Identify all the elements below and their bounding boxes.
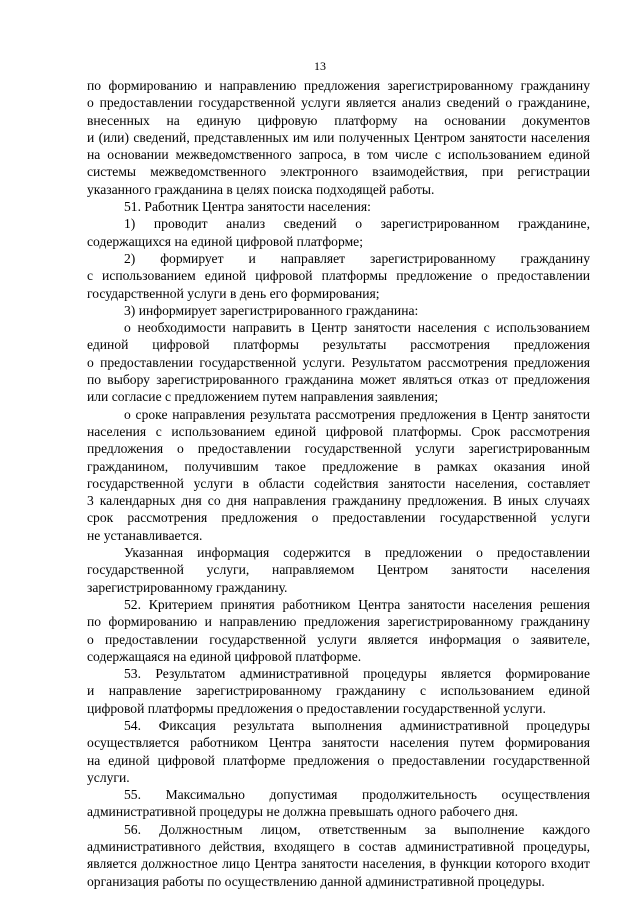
text-line: с использованием единой цифровой платформы предложение о предоставлении [87, 268, 590, 284]
text-line: содержащихся на единой цифровой платформе; [87, 233, 363, 249]
text-line: 3 календарных дня со дня направления гражданину предложения. В иных случаях [87, 493, 590, 509]
text-line: Указанная информация содержится в предложении о предоставлении [124, 545, 590, 561]
text-line: о предоставлении государственной услуги является информация о заявителе, [87, 631, 590, 647]
text-line: 56. Должностным лицом, ответственным за выполнение каждого [124, 821, 590, 837]
text-line: 52. Критерием принятия работником Центра занятости населения решения [124, 596, 590, 612]
text-line: государственной услуги, направляемом Центром занятости населения [87, 562, 590, 578]
text-line: 3) информирует зарегистрированного гражданина: [124, 302, 419, 318]
text-line: государственной услуги в области содействия занятости населения, составляет [87, 475, 590, 491]
text-line: организация работы по осуществлению данной административной процедуры. [87, 873, 545, 889]
text-line: о предоставлении государственной услуги является анализ сведений о гражданине, [87, 95, 590, 111]
page-number: 13 [314, 59, 326, 73]
text-line: 55. Максимально допустимая продолжительность осуществления [124, 787, 590, 803]
text-line: является должностное лицо Центра занятости населения, в функции которого входит [87, 856, 590, 872]
text-line: предложения о предоставлении государственной услуги зарегистрированным [87, 441, 590, 457]
text-line: на основании межведомственного запроса, в том числе с использованием единой [87, 147, 590, 163]
text-line: населения с использованием единой цифровой платформы. Срок рассмотрения [87, 423, 590, 439]
text-line: гражданином, получившим такое предложение в рамках оказания иной [87, 458, 590, 474]
text-line: не устанавливается. [87, 527, 203, 543]
text-line: административного действия, входящего в состав административной процедуры, [87, 839, 590, 855]
text-line: цифровой платформы предложения о предоставлении государственной услуги. [87, 700, 546, 716]
text-line: 54. Фиксация результата выполнения административной процедуры [124, 717, 590, 733]
text-line: единой цифровой платформы результаты рассмотрения предложения [87, 337, 590, 353]
text-line: административной процедуры не должна превышать одного рабочего дня. [87, 804, 519, 820]
text-line: системы межведомственного электронного взаимодействия, при регистрации [87, 164, 590, 180]
text-line: 53. Результатом административной процедуры является формирование [124, 666, 590, 682]
text-line: о необходимости направить в Центр занятости населения с использованием [124, 320, 590, 336]
text-line: срок рассмотрения предложения о предоставлении государственной услуги [87, 510, 590, 526]
text-line: внесенных на единую цифровую платформу на основании документов [87, 112, 590, 128]
text-line: о сроке направления результата рассмотрения предложения в Центр занятости [124, 406, 590, 422]
text-line: указанного гражданина в целях поиска подходящей работы. [87, 181, 435, 197]
text-line: по формированию и направлению предложения зарегистрированному гражданину [87, 78, 590, 93]
text-line: 51. Работник Центра занятости населения: [124, 199, 371, 215]
text-line: о предоставлении государственной услуги. Результатом рассмотрения предложения [87, 354, 590, 370]
document-body [87, 77, 590, 890]
text-line: и (или) сведений, представленных им или полученных Центром занятости населения [87, 129, 590, 145]
text-line: услуги. [87, 769, 130, 785]
text-line: на единой цифровой платформе предложения о предоставлении государственной [87, 752, 590, 768]
text-line: 1) проводит анализ сведений о зарегистрированном гражданине, [124, 216, 590, 232]
text-line: содержащаяся на единой цифровой платформе. [87, 648, 362, 664]
text-line: 2) формирует и направляет зарегистрированному гражданину [124, 250, 590, 266]
text-line: по формированию и направлению предложения зарегистрированному гражданину [87, 614, 590, 630]
text-line: или согласие с предложением путем направления заявления; [87, 389, 439, 405]
text-line: и направление зарегистрированному гражданину с использованием единой [87, 683, 590, 699]
text-line: государственной услуги в день его формирования; [87, 285, 380, 301]
text-line: по выбору зарегистрированного гражданина может являться отказ от предложения [87, 372, 590, 388]
text-line: зарегистрированному гражданину. [87, 579, 288, 595]
text-line: осуществляется работником Центра занятости населения путем формирования [87, 735, 590, 751]
